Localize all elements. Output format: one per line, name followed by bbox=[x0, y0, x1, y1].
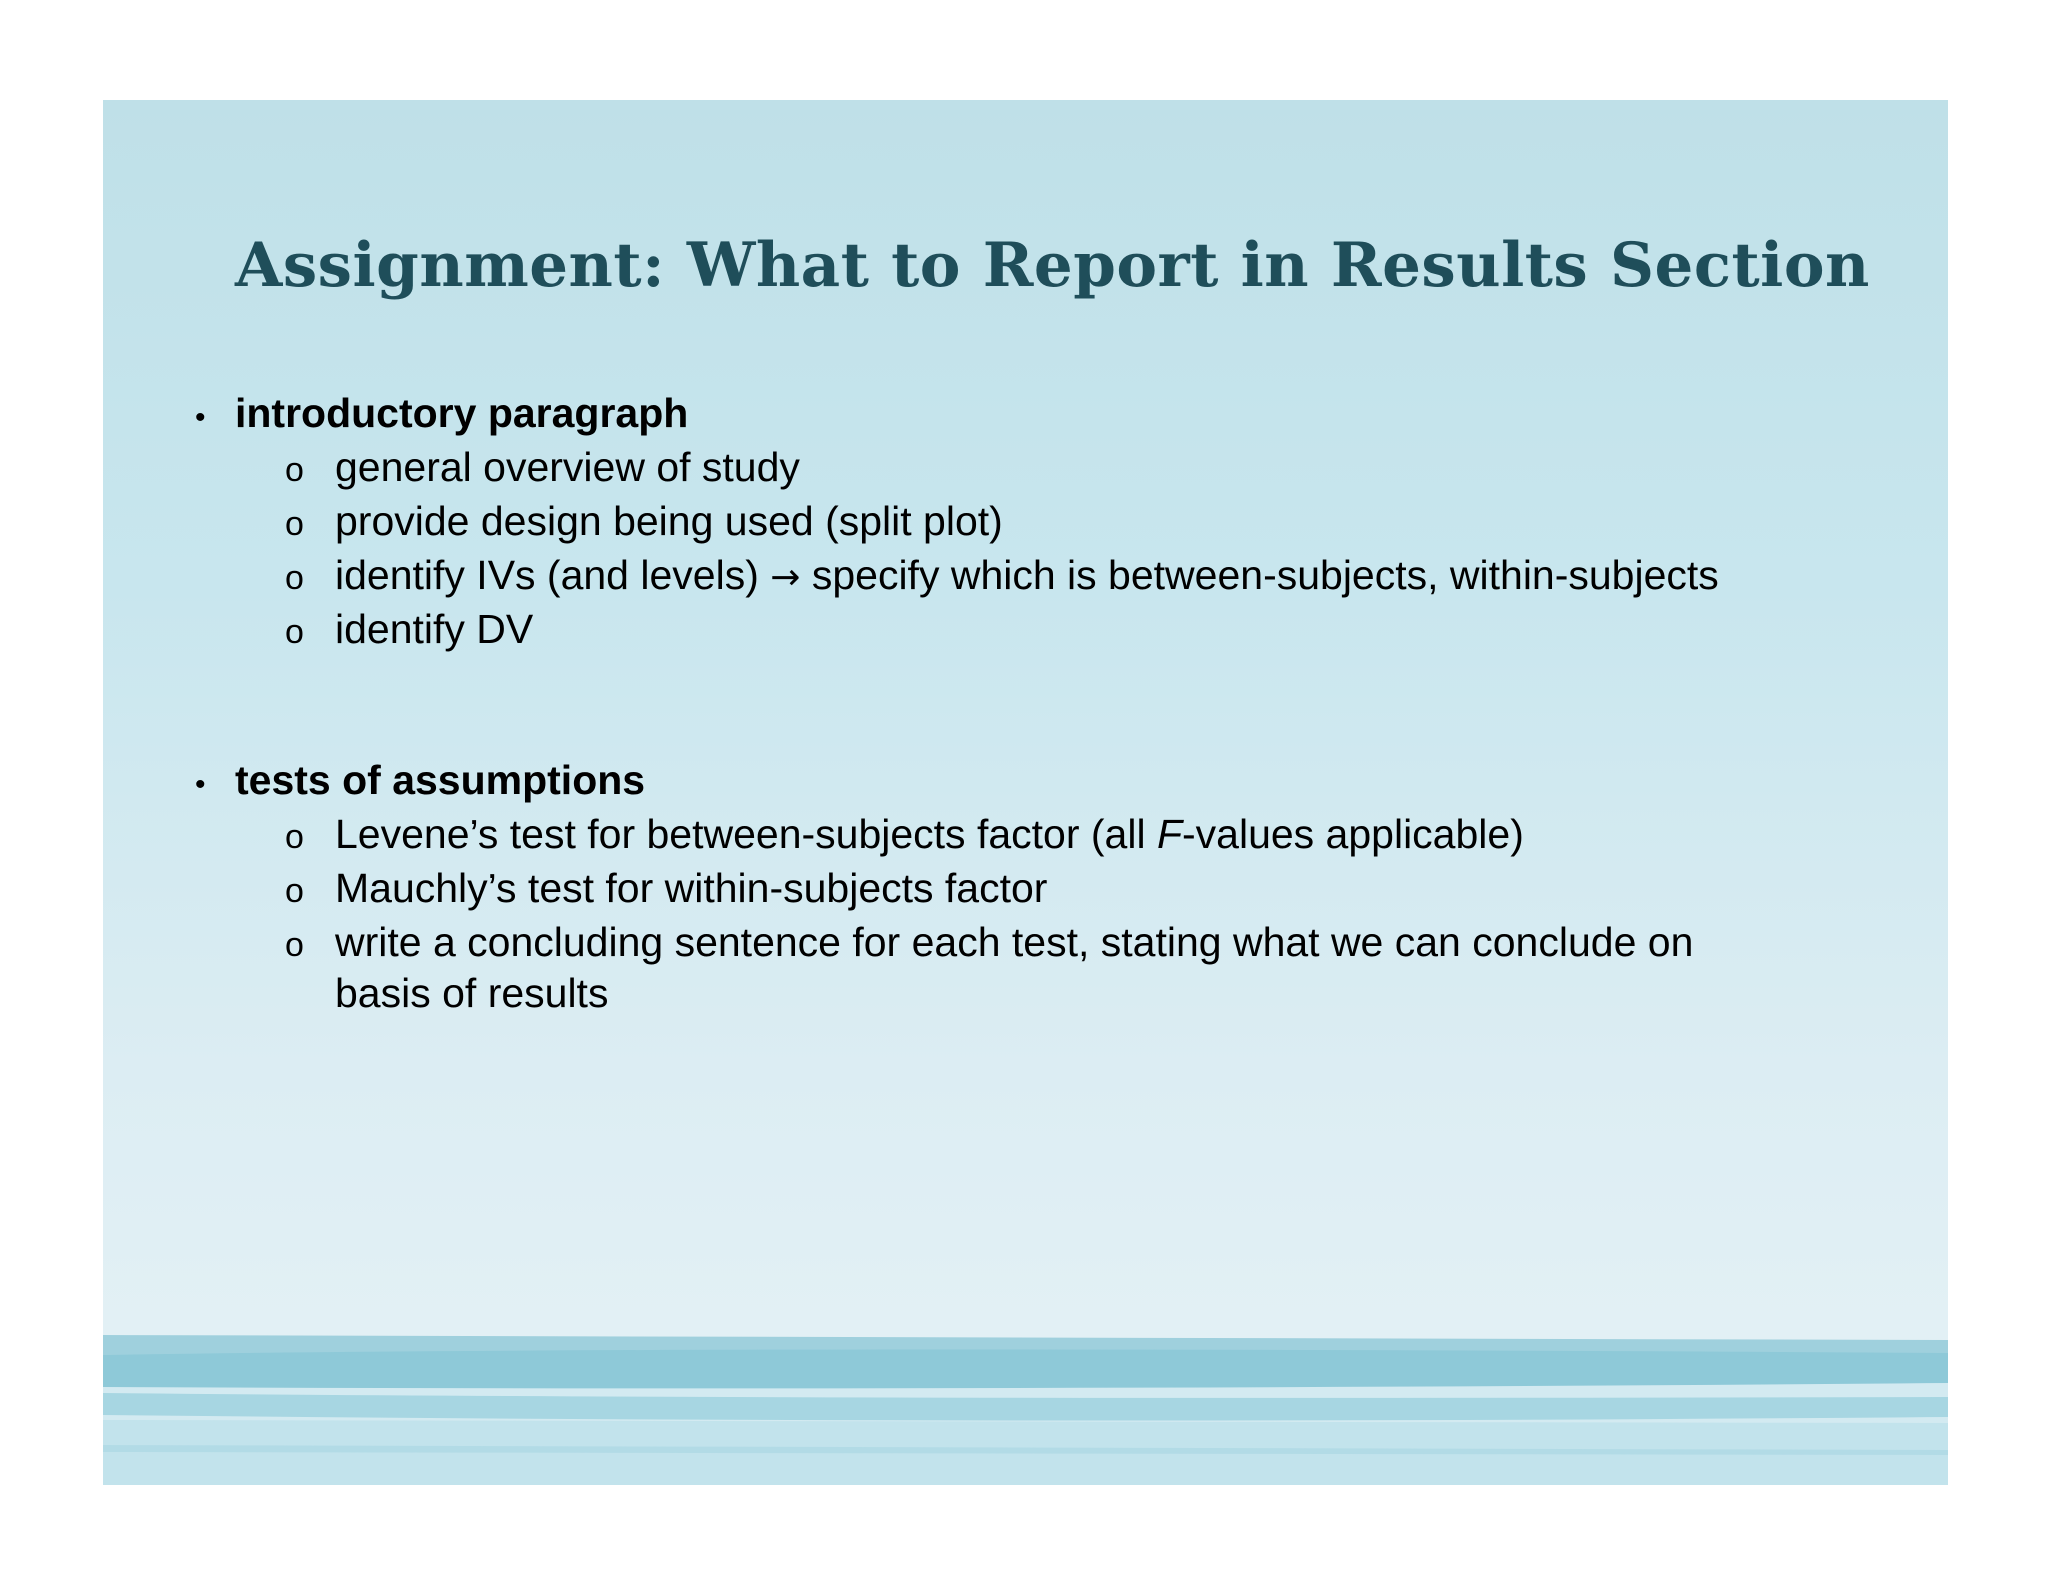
slide bbox=[103, 100, 1948, 1485]
list-item bbox=[285, 863, 1785, 917]
levene-suffix: -values applicable) bbox=[1182, 811, 1524, 857]
circle-bullet-icon: o bbox=[285, 559, 304, 597]
circle-bullet-icon: o bbox=[285, 451, 304, 489]
circle-bullet-icon: o bbox=[285, 926, 304, 964]
circle-bullet-icon: o bbox=[285, 505, 304, 543]
circle-bullet-icon: o bbox=[285, 872, 304, 910]
bullet-tests-of-assumptions bbox=[195, 757, 1785, 809]
list-item bbox=[285, 496, 1719, 550]
arrow-right-icon: → bbox=[770, 557, 801, 598]
section-tests-of-assumptions bbox=[195, 757, 1785, 1019]
section-introductory-paragraph bbox=[195, 390, 1719, 658]
levene-text: Levene’s test for between-subjects factor (all bbox=[335, 811, 1157, 857]
water-decoration bbox=[103, 1305, 1948, 1485]
circle-bullet-icon: o bbox=[285, 613, 304, 651]
list-item bbox=[285, 550, 1719, 604]
list-item-text bbox=[335, 809, 1524, 860]
slide-title: Assignment: What to Report in Results Section bbox=[235, 230, 1870, 301]
circle-bullet-icon: o bbox=[285, 818, 304, 856]
bullet-heading: introductory paragraph bbox=[235, 390, 689, 436]
bullet-icon: • bbox=[195, 768, 206, 801]
ivs-text: identify IVs (and levels) bbox=[335, 552, 759, 598]
list-item bbox=[285, 809, 1785, 863]
sub-list bbox=[195, 442, 1719, 658]
bullet-icon: • bbox=[195, 401, 206, 434]
list-item bbox=[285, 917, 1785, 1019]
list-item-text: Mauchly’s test for within-subjects factor bbox=[335, 865, 1048, 911]
list-item bbox=[285, 442, 1719, 496]
bullet-introductory-paragraph bbox=[195, 390, 1719, 442]
specify-text: specify which is between-subjects, within-subjects bbox=[811, 552, 1719, 598]
list-item bbox=[285, 604, 1719, 658]
list-item-text: identify DV bbox=[335, 606, 534, 652]
list-item-text bbox=[335, 550, 1719, 603]
list-item-text: general overview of study bbox=[335, 444, 800, 490]
sub-list bbox=[195, 809, 1785, 1019]
list-item-text: write a concluding sentence for each test, stating what we can conclude on basis of results bbox=[335, 919, 1694, 1016]
bullet-heading: tests of assumptions bbox=[235, 757, 646, 803]
list-item-text: provide design being used (split plot) bbox=[335, 498, 1003, 544]
f-italic: F bbox=[1156, 811, 1182, 857]
